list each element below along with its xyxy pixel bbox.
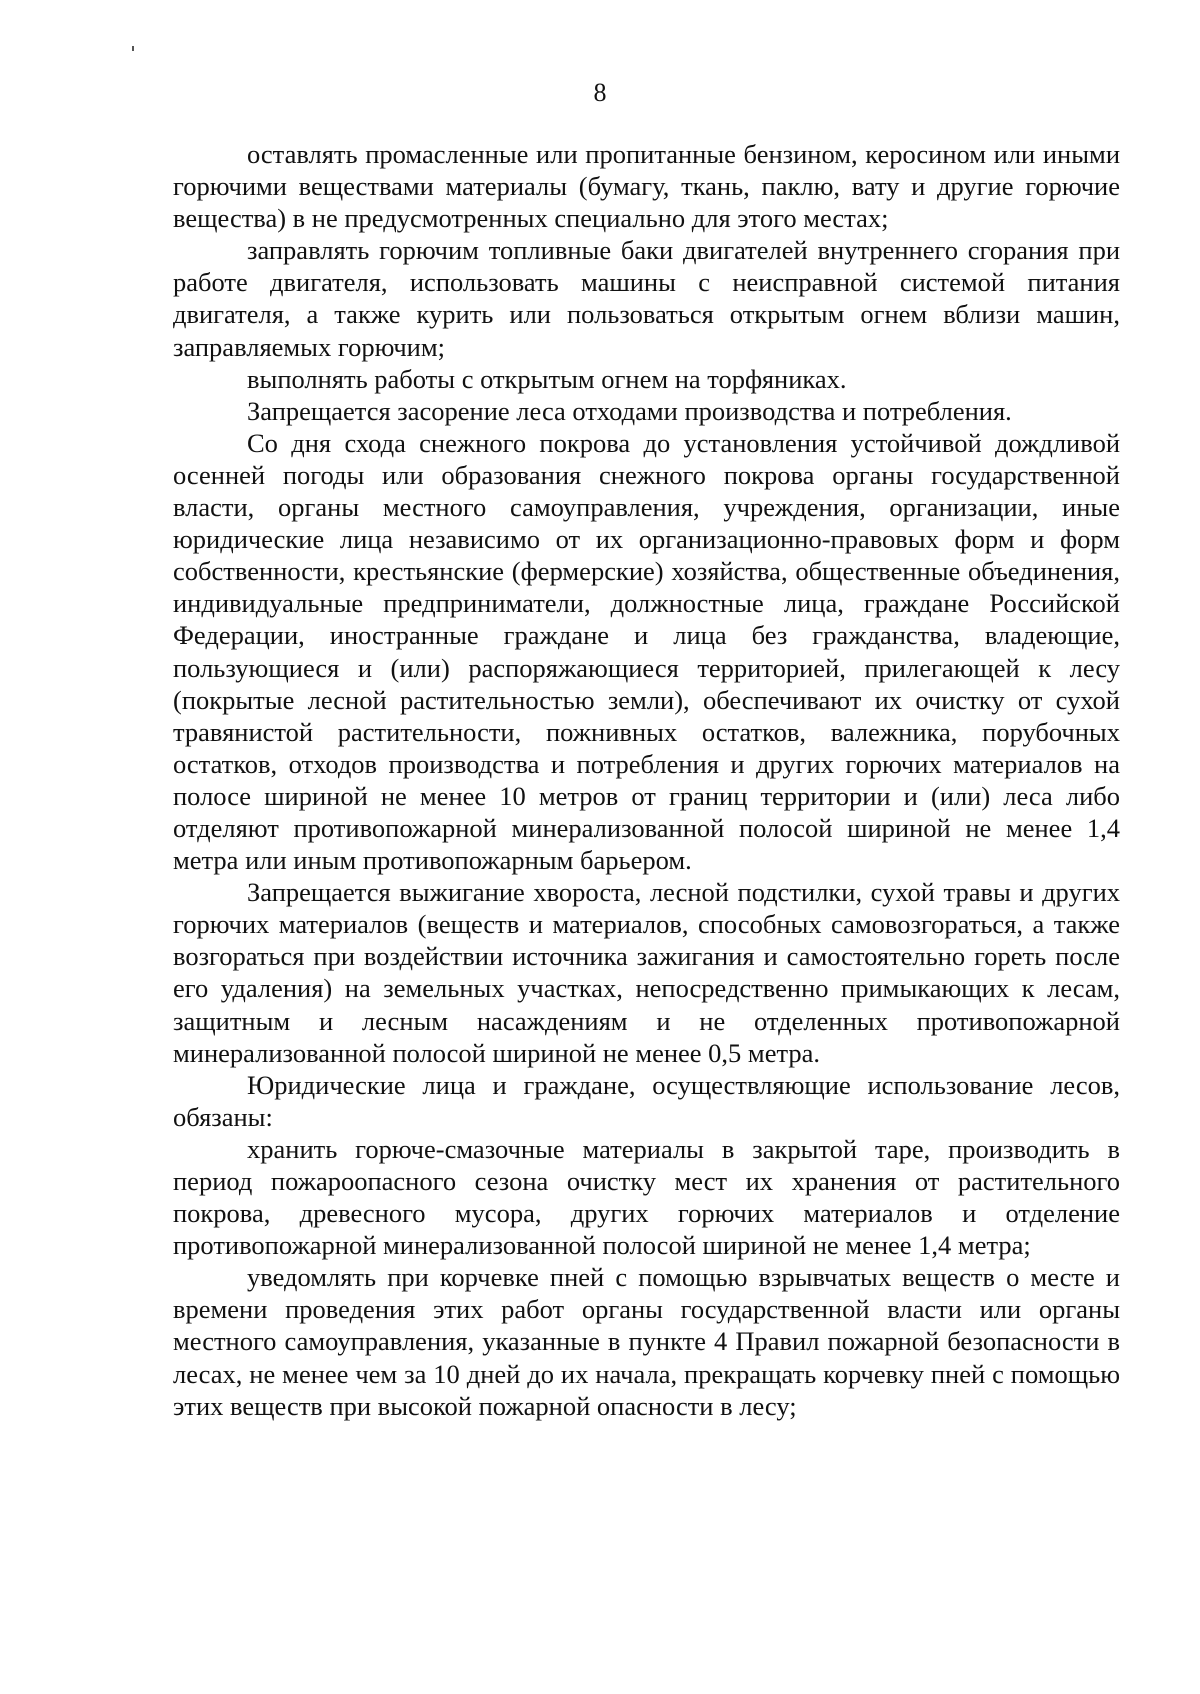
page-number: 8 — [593, 78, 607, 107]
paragraph: Со дня схода снежного покрова до установления устойчивой дождливой осенней погоды или образования снежного покрова органы государственной власти, органы местного самоуправления, учреждения, организации, иные юридические лица независимо от их организационно-правовых форм и форм собственности, крестьянские (фермерские) хозяйства, общественные объединения, индивидуальные предприниматели, должностные лица, граждане Российской Федерации, иностранные граждане и лица без гражданства, владеющие, пользующиеся и (или) распоряжающиеся территорией, прилегающей к лесу (покрытые лесной растительностью земли), обеспечивают их очистку от сухой травянистой растительности, пожнивных остатков, валежника, порубочных остатков, отходов производства и потребления и других горючих материалов на полосе шириной не менее 10 метров от границ территории и (или) леса либо отделяют противопожарной минерализованной полосой шириной не менее 1,4 метра или иным противопожарным барьером. — [173, 427, 1120, 876]
paragraph: оставлять промасленные или пропитанные бензином, керосином или иными горючими веществами материалы (бумагу, ткань, паклю, вату и другие горючие вещества) в не предусмотренных специально для этого местах; — [173, 139, 1120, 234]
paragraph: хранить горюче-смазочные материалы в закрытой таре, производить в период пожароопасного сезона очистку мест их хранения от растительного покрова, древесного мусора, других горючих материалов и отделение противопожарной минерализованной полосой шириной не менее 1,4 метра; — [173, 1133, 1120, 1261]
scan-speck — [132, 46, 134, 51]
paragraph: Запрещается засорение леса отходами производства и потребления. — [247, 395, 1012, 426]
paragraph: выполнять работы с открытым огнем на торфяниках. — [247, 363, 847, 394]
paragraph: Юридические лица и граждане, осуществляющие использование лесов, обязаны: — [173, 1069, 1120, 1132]
paragraph: Запрещается выжигание хвороста, лесной подстилки, сухой травы и других горючих материалов (веществ и материалов, способных самовозгораться, а также возгораться при воздействии источника зажигания и самостоятельно гореть после его удаления) на земельных участках, непосредственно примыкающих к лесам, защитным и лесным насаждениям и не отделенных противопожарной минерализованной полосой шириной не менее 0,5 метра. — [173, 877, 1120, 1068]
paragraph: уведомлять при корчевке пней с помощью взрывчатых веществ о месте и времени проведения этих работ органы государственной власти или органы местного самоуправления, указанные в пункте 4 Правил пожарной безопасности в лесах, не менее чем за 10 дней до их начала, прекращать корчевку пней с помощью этих веществ при высокой пожарной опасности в лесу; — [173, 1262, 1120, 1421]
paragraph: заправлять горючим топливные баки двигателей внутреннего сгорания при работе двигателя, использовать машины с неисправной системой питания двигателя, а также курить или пользоваться открытым огнем вблизи машин, заправляемых горючим; — [173, 235, 1120, 362]
document-body — [173, 138, 1120, 1422]
